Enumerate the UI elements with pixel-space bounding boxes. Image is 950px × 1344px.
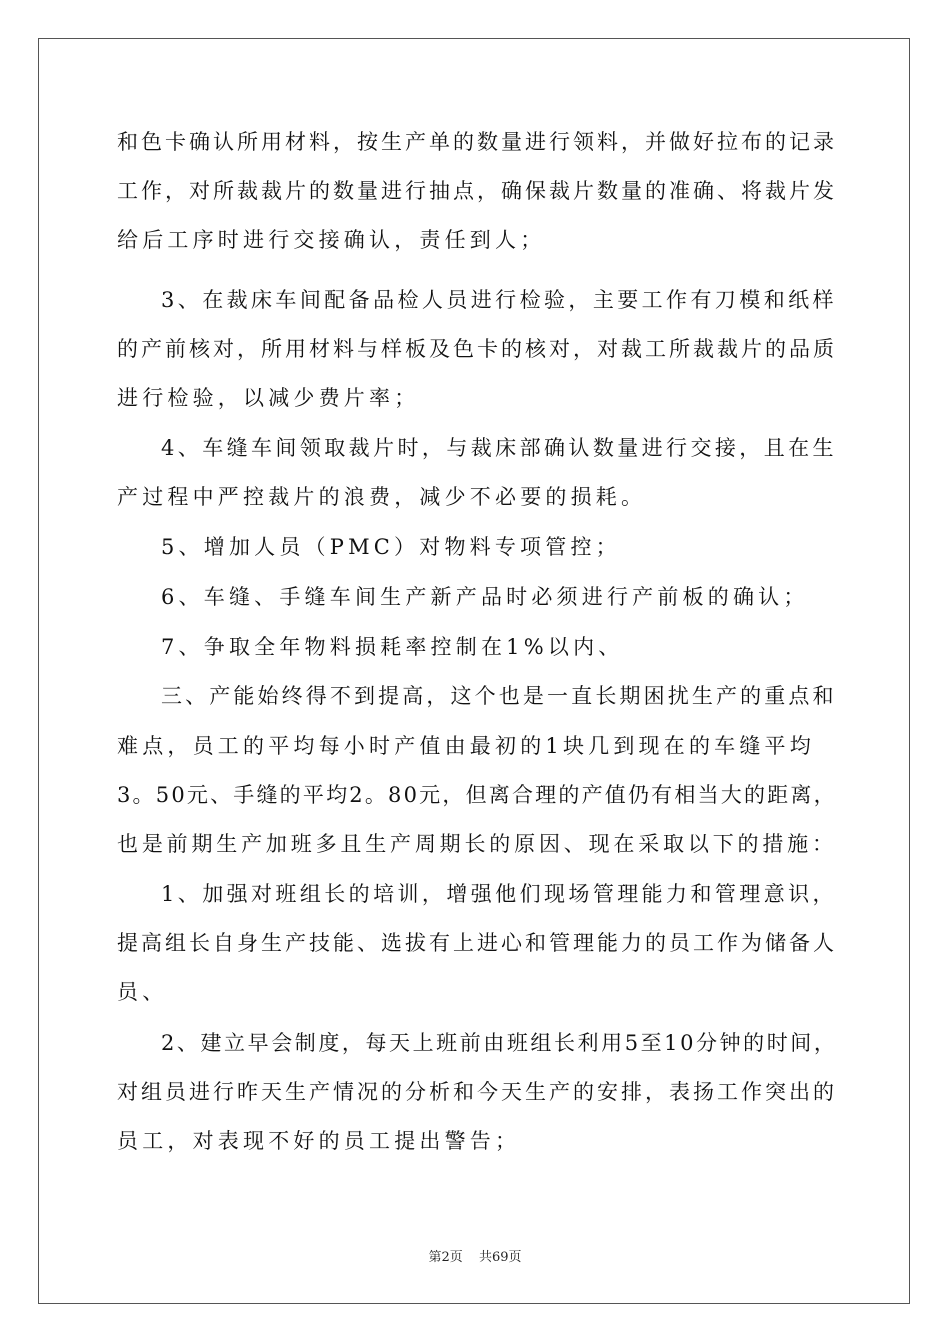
text-line: 4、车缝车间领取裁片时，与裁床部确认数量进行交接，且在生 bbox=[161, 436, 837, 460]
text-line: 员、 bbox=[117, 980, 168, 1004]
page-footer bbox=[0, 1246, 950, 1265]
text-line: 员工，对表现不好的员工提出警告； bbox=[117, 1129, 521, 1153]
text-line: 难点，员工的平均每小时产值由最初的1块几到现在的车缝平均 bbox=[117, 734, 815, 758]
text-line: 的产前核对，所用材料与样板及色卡的核对，对裁工所裁裁片的品质 bbox=[117, 337, 837, 361]
text-line: 6、车缝、手缝车间生产新产品时必须进行产前板的确认； bbox=[161, 585, 809, 609]
text-line: 产过程中严控裁片的浪费，减少不必要的损耗。 bbox=[117, 485, 647, 509]
text-line: 7、争取全年物料损耗率控制在1%以内、 bbox=[161, 635, 624, 659]
text-line: 三、产能始终得不到提高，这个也是一直长期困扰生产的重点和 bbox=[161, 684, 837, 708]
text-line: 对组员进行昨天生产情况的分析和今天生产的安排，表扬工作突出的 bbox=[117, 1080, 837, 1104]
text-line: 给后工序时进行交接确认，责任到人； bbox=[117, 228, 546, 252]
text-line: 5、增加人员（PMC）对物料专项管控； bbox=[161, 535, 621, 559]
text-line: 和色卡确认所用材料，按生产单的数量进行领料，并做好拉布的记录 bbox=[117, 130, 837, 154]
text-line: 3、在裁床车间配备品检人员进行检验，主要工作有刀模和纸样 bbox=[161, 288, 837, 312]
text-line: 提高组长自身生产技能、选拔有上进心和管理能力的员工作为储备人 bbox=[117, 931, 837, 955]
page-total: 共69页 bbox=[478, 1250, 522, 1265]
text-line: 3。50元、手缝的平均2。80元，但离合理的产值仍有相当大的距离， bbox=[117, 783, 837, 807]
text-line: 进行检验，以减少费片率； bbox=[117, 386, 420, 410]
text-line: 2、建立早会制度，每天上班前由班组长利用5至10分钟的时间， bbox=[161, 1031, 838, 1055]
text-line: 工作，对所裁裁片的数量进行抽点，确保裁片数量的准确、将裁片发 bbox=[117, 179, 837, 203]
page-number: 第2页 bbox=[428, 1250, 463, 1265]
text-line: 也是前期生产加班多且生产周期长的原因、现在采取以下的措施： bbox=[117, 832, 837, 856]
text-line: 1、加强对班组长的培训，增强他们现场管理能力和管理意识， bbox=[161, 882, 837, 906]
